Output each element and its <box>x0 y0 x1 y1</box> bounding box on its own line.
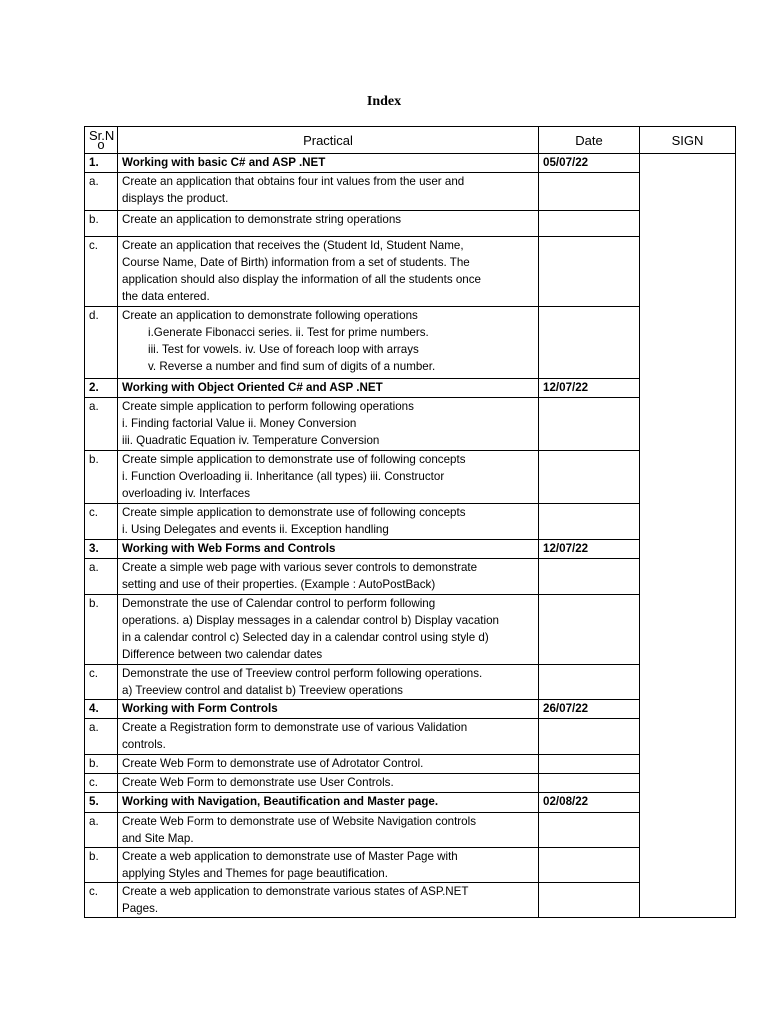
practical-line: Working with Navigation, Beautification and Master page. <box>122 795 439 808</box>
practical-line: v. Reverse a number and find sum of digits of a number. <box>148 360 436 373</box>
sr-number: c. <box>85 504 118 540</box>
practical-line: Working with Object Oriented C# and ASP .NET <box>122 381 383 394</box>
practical-line: Demonstrate the use of Treeview control perform following operations. <box>122 667 483 680</box>
practical-line: Course Name, Date of Birth) information from a set of students. The <box>122 256 470 269</box>
header-date: Date <box>539 127 640 154</box>
sr-number: d. <box>85 307 118 379</box>
sr-number: b. <box>85 211 118 237</box>
practical-line: displays the product. <box>122 192 229 205</box>
table-row <box>85 774 736 793</box>
practical-line: controls. <box>122 738 166 751</box>
practical-cell <box>118 665 539 700</box>
date-cell <box>539 774 640 793</box>
date-cell <box>539 237 640 307</box>
sr-number: a. <box>85 173 118 211</box>
practical-cell <box>118 154 539 173</box>
practical-line: Create Web Form to demonstrate use of Adrotator Control. <box>122 757 424 770</box>
practical-cell <box>118 848 539 883</box>
practical-cell <box>118 813 539 848</box>
sr-number: 4. <box>85 700 118 719</box>
practical-cell <box>118 237 539 307</box>
date-cell <box>539 595 640 665</box>
practical-cell <box>118 540 539 559</box>
practical-line: Create an application to demonstrate following operations <box>122 309 418 322</box>
header-row <box>85 127 736 154</box>
sr-number: a. <box>85 398 118 451</box>
date-cell <box>539 559 640 595</box>
practical-cell <box>118 595 539 665</box>
date-cell: 05/07/22 <box>539 154 640 173</box>
table-row <box>85 813 736 848</box>
table-row <box>85 719 736 755</box>
practical-cell <box>118 173 539 211</box>
practical-line: Working with Form Controls <box>122 702 278 715</box>
practical-line: Create an application that obtains four int values from the user and <box>122 175 465 188</box>
practical-cell <box>118 755 539 774</box>
sr-number: 2. <box>85 379 118 398</box>
practical-line: Create Web Form to demonstrate use User Controls. <box>122 776 394 789</box>
section-row <box>85 154 736 173</box>
date-cell: 12/07/22 <box>539 540 640 559</box>
practical-line: i. Finding factorial Value ii. Money Conversion <box>122 417 357 430</box>
practical-line: Difference between two calendar dates <box>122 648 323 661</box>
practical-line: the data entered. <box>122 290 210 303</box>
practical-line: iii. Quadratic Equation iv. Temperature Conversion <box>122 434 380 447</box>
practical-line: overloading iv. Interfaces <box>122 487 251 500</box>
date-cell <box>539 755 640 774</box>
date-cell <box>539 451 640 504</box>
index-body <box>85 154 736 918</box>
practical-cell <box>118 504 539 540</box>
practical-line: application should also display the information of all the students once <box>122 273 481 286</box>
date-cell <box>539 665 640 700</box>
practical-line: Working with Web Forms and Controls <box>122 542 336 555</box>
practical-cell <box>118 451 539 504</box>
page-title: Index <box>366 94 402 109</box>
section-row <box>85 793 736 813</box>
table-row <box>85 211 736 237</box>
sr-number: c. <box>85 883 118 918</box>
practical-line: a) Treeview control and datalist b) Treeview operations <box>122 684 403 697</box>
table-row <box>85 398 736 451</box>
sr-number: b. <box>85 451 118 504</box>
date-cell <box>539 719 640 755</box>
date-cell <box>539 504 640 540</box>
header-sign: SIGN <box>640 127 736 154</box>
date-cell <box>539 211 640 237</box>
practical-cell <box>118 700 539 719</box>
table-row <box>85 237 736 307</box>
practical-line: i.Generate Fibonacci series. ii. Test for prime numbers. <box>148 326 429 339</box>
date-cell <box>539 813 640 848</box>
practical-line: applying Styles and Themes for page beautification. <box>122 867 388 880</box>
table-row <box>85 883 736 918</box>
practical-line: Working with basic C# and ASP .NET <box>122 156 326 169</box>
practical-cell <box>118 793 539 813</box>
practical-line: operations. a) Display messages in a calendar control b) Display vacation <box>122 614 499 627</box>
practical-cell <box>118 719 539 755</box>
date-cell <box>539 398 640 451</box>
table-row <box>85 173 736 211</box>
date-cell <box>539 173 640 211</box>
sr-number: b. <box>85 595 118 665</box>
table-row <box>85 755 736 774</box>
table-row <box>85 848 736 883</box>
sr-number: 5. <box>85 793 118 813</box>
practical-cell <box>118 883 539 918</box>
header-practical: Practical <box>118 127 539 154</box>
practical-cell <box>118 774 539 793</box>
practical-line: setting and use of their properties. (Example : AutoPostBack) <box>122 578 436 591</box>
practical-cell <box>118 307 539 379</box>
date-cell: 02/08/22 <box>539 793 640 813</box>
practical-line: Pages. <box>122 902 159 915</box>
sr-number: 3. <box>85 540 118 559</box>
section-row <box>85 700 736 719</box>
date-cell: 12/07/22 <box>539 379 640 398</box>
sr-number: c. <box>85 774 118 793</box>
header-srno: Sr.N o <box>85 127 118 154</box>
practical-line: Create Web Form to demonstrate use of Website Navigation controls <box>122 815 476 828</box>
table-row <box>85 595 736 665</box>
practical-line: Create simple application to perform following operations <box>122 400 414 413</box>
sr-number: a. <box>85 559 118 595</box>
sr-number: b. <box>85 755 118 774</box>
date-cell <box>539 307 640 379</box>
practical-line: Create simple application to demonstrate use of following concepts <box>122 506 466 519</box>
sr-number: c. <box>85 237 118 307</box>
practical-cell <box>118 398 539 451</box>
practical-line: Create an application that receives the (Student Id, Student Name, <box>122 239 464 252</box>
practical-line: Create a Registration form to demonstrate use of various Validation <box>122 721 468 734</box>
table-row <box>85 451 736 504</box>
sign-cell <box>640 154 736 918</box>
table-row <box>85 504 736 540</box>
practical-line: Create a web application to demonstrate various states of ASP.NET <box>122 885 469 898</box>
practical-cell <box>118 559 539 595</box>
sr-number: a. <box>85 813 118 848</box>
practical-line: in a calendar control c) Selected day in a calendar control using style d) <box>122 631 489 644</box>
sr-number: 1. <box>85 154 118 173</box>
practical-line: Demonstrate the use of Calendar control to perform following <box>122 597 436 610</box>
section-row <box>85 540 736 559</box>
practical-line: and Site Map. <box>122 832 194 845</box>
index-table <box>84 126 736 918</box>
sr-number: b. <box>85 848 118 883</box>
section-row <box>85 379 736 398</box>
practical-line: Create simple application to demonstrate use of following concepts <box>122 453 466 466</box>
sr-number: c. <box>85 665 118 700</box>
table-row <box>85 559 736 595</box>
table-row <box>85 665 736 700</box>
practical-line: i. Using Delegates and events ii. Exception handling <box>122 523 389 536</box>
practical-line: Create a web application to demonstrate use of Master Page with <box>122 850 458 863</box>
practical-cell <box>118 211 539 237</box>
date-cell <box>539 883 640 918</box>
practical-line: i. Function Overloading ii. Inheritance (all types) iii. Constructor <box>122 470 445 483</box>
table-row <box>85 307 736 379</box>
practical-line: Create an application to demonstrate string operations <box>122 213 402 226</box>
date-cell: 26/07/22 <box>539 700 640 719</box>
date-cell <box>539 848 640 883</box>
sr-number: a. <box>85 719 118 755</box>
practical-cell <box>118 379 539 398</box>
practical-line: Create a simple web page with various sever controls to demonstrate <box>122 561 478 574</box>
practical-line: iii. Test for vowels. iv. Use of foreach loop with arrays <box>148 343 419 356</box>
